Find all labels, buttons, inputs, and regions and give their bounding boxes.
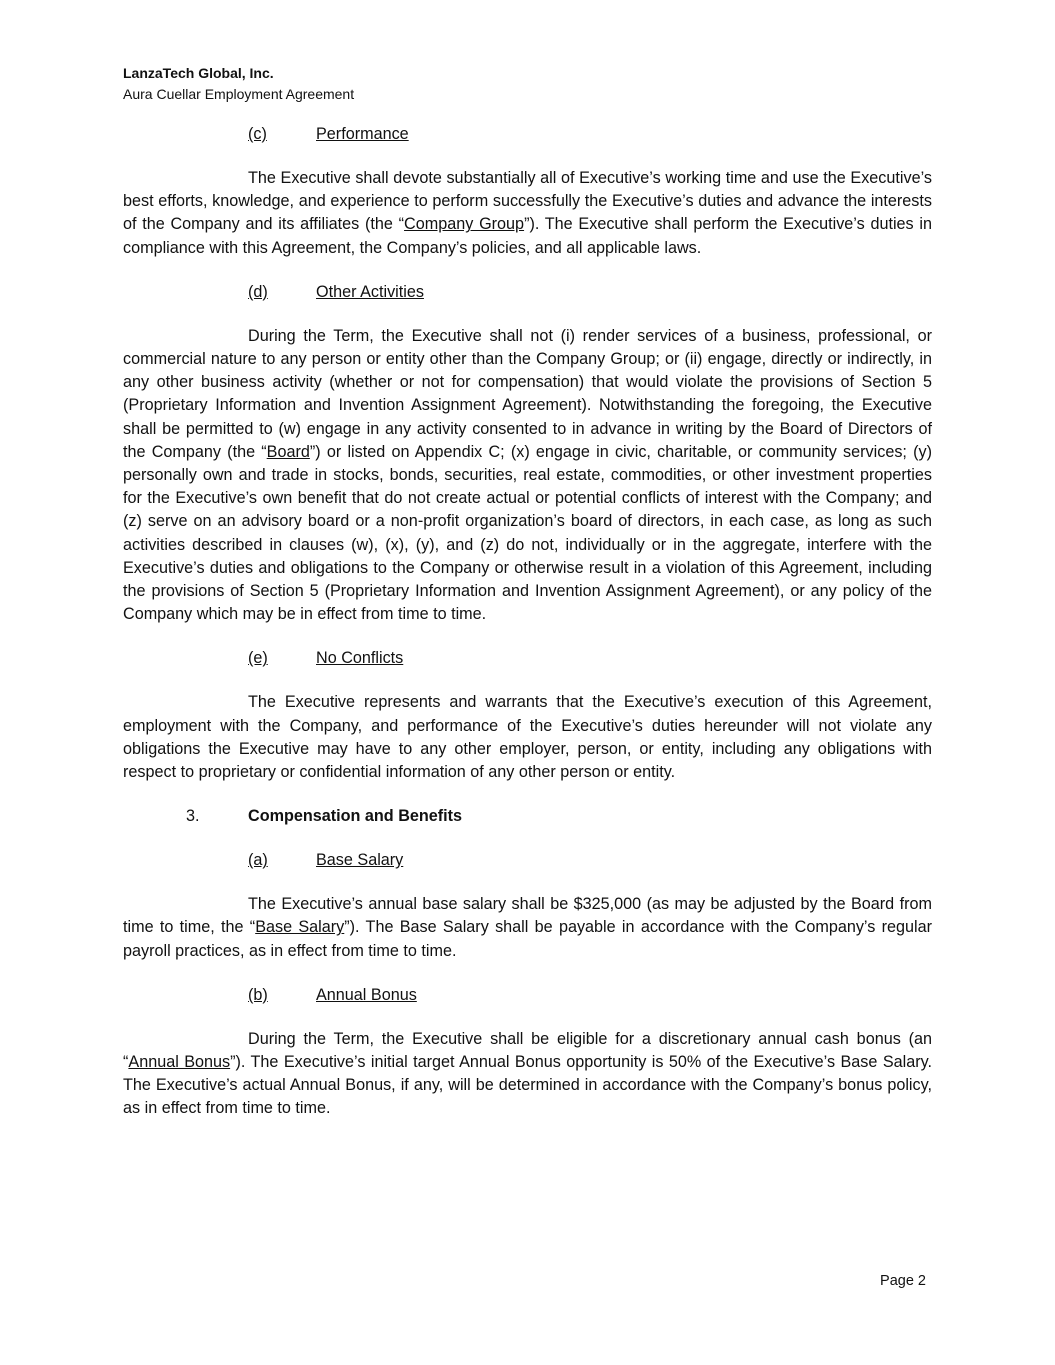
subsection-title: Annual Bonus xyxy=(316,985,417,1004)
subsection-title: No Conflicts xyxy=(316,649,404,668)
paragraph-text: The Executive’s annual base salary shall be $325,000 (as may be adjusted by the Board from time to time, the “ xyxy=(123,895,932,937)
paragraph-text: ”). The Base Salary shall be payable in accordance with the Company’s regular payroll practices, as in effect from time to time. xyxy=(123,918,933,960)
subsection-heading-no-conflicts xyxy=(123,647,932,670)
subsection-letter: (a) xyxy=(248,851,268,870)
subsection-letter: (b) xyxy=(248,985,268,1004)
subsection-letter: (c) xyxy=(248,125,267,143)
paragraph-annual-bonus xyxy=(123,1028,932,1121)
section-title: Compensation and Benefits xyxy=(248,807,463,826)
subsection-heading-base-salary xyxy=(123,849,932,872)
section-heading-compensation xyxy=(123,805,932,828)
section-number: 3. xyxy=(186,807,200,826)
subsection-letter: (d) xyxy=(248,282,268,301)
paragraph-base-salary xyxy=(123,893,932,963)
subsection-title: Other Activities xyxy=(316,282,424,301)
paragraph-text: ”). The Executive shall perform the Executive’s duties in compliance with this Agreement, the Company’s policies, and all applicable laws. xyxy=(123,215,932,257)
subsection-heading-other-activities xyxy=(123,281,932,304)
subsection-heading-annual-bonus xyxy=(123,984,932,1007)
document-body xyxy=(123,123,932,1142)
subsection-letter: (e) xyxy=(248,649,268,668)
paragraph-text: During the Term, the Executive shall be eligible for a discretionary annual cash bonus (an “ xyxy=(123,1029,932,1072)
document-title: Aura Cuellar Employment Agreement xyxy=(123,86,355,102)
subsection-title: Base Salary xyxy=(316,851,404,870)
paragraph-performance xyxy=(123,167,932,260)
paragraph-text: ”) or listed on Appendix C; (x) engage in civic, charitable, or community services; (y) personally own and trade in stocks, bonds, securities, real estate, commodities, or other investment properties for the Executive’s own benefit that do not create actual or potential conflicts of interest with the Company; and (z) serve on an advisory board or a non-profit organization’s board of directors, in each case, as long as such activities described in clauses (w), (x), (y), and (z) do not, individually or in the aggregate, interfere with the Executive’s duties and obligations to the Company or otherwise result in a violation of this Agreement, including the provisions of Section 5 (Proprietary Information and Invention Assignment Agreement), or any policy of the Company which may be in effect from time to time. xyxy=(123,442,932,624)
paragraph-text: During the Term, the Executive shall not (i) render services of a business, professional, or commercial nature to any person or entity other than the Company Group; or (ii) engage, directly or indirectly, in any other business activity (whether or not for compensation) that would violate the provisions of Section 5 (Proprietary Information and Invention Assignment Agreement). Notwithstanding the foregoing, the Executive shall be permitted to (w) engage in any activity consented to in advance in writing by the Board of Directors of the Company (the “ xyxy=(123,326,932,461)
document-header xyxy=(123,63,354,105)
paragraph-text: ”). The Executive’s initial target Annual Bonus opportunity is 50% of the Executive’s Base Salary. The Executive’s actual Annual Bonus, if any, will be determined in accordance with the Company’s bonus policy, as in effect from time to time. xyxy=(123,1053,932,1118)
page-number: Page 2 xyxy=(880,1273,926,1289)
defined-term-board: Board xyxy=(266,442,310,461)
paragraph-text: The Executive shall devote substantially all of Executive’s working time and use the Executive’s best efforts, knowledge, and experience to perform successfully the Executive’s duties and advance the interests of the Company and its affiliates (the “ xyxy=(123,169,932,234)
company-name: LanzaTech Global, Inc. xyxy=(123,65,274,81)
defined-term-annual-bonus: Annual Bonus xyxy=(128,1053,231,1072)
paragraph-no-conflicts: The Executive represents and warrants that the Executive’s execution of this Agreement, employment with the Company, and performance of the Executive’s duties hereunder will not violate any obligations the Executive may have to any other employer, person, or entity, including any obligations with respect to proprietary or confidential information of any other person or entity. xyxy=(123,693,932,782)
subsection-title: Performance xyxy=(316,125,409,143)
defined-term-base-salary: Base Salary xyxy=(255,918,345,937)
paragraph-other-activities xyxy=(123,325,932,627)
subsection-heading-performance xyxy=(123,123,932,146)
defined-term-company-group: Company Group xyxy=(404,215,525,234)
